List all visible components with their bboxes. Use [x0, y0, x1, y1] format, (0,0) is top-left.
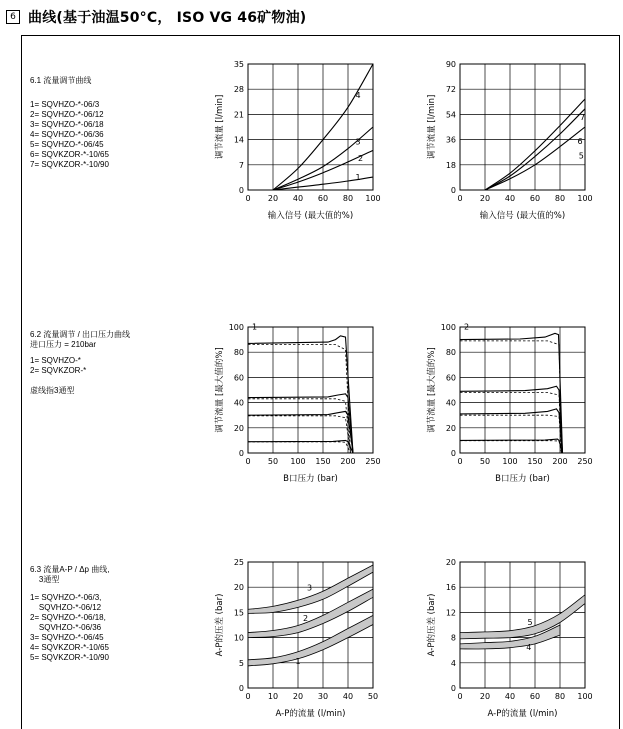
band-group	[248, 565, 373, 666]
x-tick-label: 200	[340, 457, 356, 466]
x-tick-label: 80	[554, 692, 566, 701]
y-tick-label: 21	[233, 110, 244, 120]
x-axis-title: A-P的流量 (l/min)	[275, 709, 346, 719]
plot-frame	[460, 327, 585, 453]
chart-flow-pressure-2	[412, 318, 597, 483]
series-group	[460, 333, 563, 453]
y-tick-label: 0	[238, 186, 244, 195]
dashed-series-line	[460, 415, 562, 453]
x-tick-label: 40	[292, 194, 304, 203]
y-axis-title: A-P的压差 (bar)	[215, 593, 225, 657]
series-line	[248, 411, 353, 453]
section-number-box: 6	[6, 10, 20, 24]
x-tick-label: 20	[479, 194, 491, 203]
x-tick-label: 20	[479, 692, 491, 701]
series-label: 7	[579, 113, 586, 122]
legend-line: 5= SQVHZO-*-06/45	[30, 140, 104, 149]
chart-flow-signal-1	[200, 55, 385, 225]
y-tick-label: 90	[445, 60, 456, 69]
x-tick-label: 0	[245, 692, 251, 701]
y-axis-title: 调节流量 [最大值的%]	[215, 347, 225, 433]
plot-frame	[460, 64, 585, 190]
dashed-series-line	[248, 399, 351, 453]
plot-frame	[460, 562, 585, 688]
chart-flow-pressure-1	[200, 318, 385, 483]
series-label: 2	[357, 154, 364, 164]
series-label: 5	[578, 151, 584, 161]
band-label: 5	[527, 618, 533, 627]
y-tick-label: 16	[445, 583, 456, 593]
x-tick-label: 60	[529, 194, 541, 203]
section-6-1-text	[30, 76, 109, 170]
y-tick-label: 54	[445, 110, 456, 120]
page-header	[6, 7, 306, 27]
legend-line: 1= SQVHZO-*-06/3	[30, 100, 100, 109]
x-tick-label: 0	[245, 194, 251, 203]
y-tick-label: 18	[445, 160, 456, 170]
x-tick-label: 100	[365, 194, 381, 203]
x-axis-title: B口压力 (bar)	[283, 474, 338, 484]
legend-line: 5= SQVKZOR-*-10/90	[30, 653, 109, 662]
legend-line: 2= SQVHZO-*-06/12	[30, 110, 104, 119]
chart-dp-flow-2	[412, 553, 597, 723]
x-tick-label: 0	[457, 692, 463, 701]
x-tick-label: 60	[317, 194, 329, 203]
chart-flow-signal-2	[412, 55, 597, 225]
y-tick-label: 0	[450, 449, 456, 458]
y-tick-label: 10	[233, 633, 244, 643]
y-tick-label: 80	[233, 348, 244, 358]
series-line	[460, 333, 563, 453]
legend-list	[30, 356, 130, 396]
band-label: 1	[295, 656, 301, 666]
dashed-series-line	[460, 341, 562, 453]
x-axis-title: 输入信号 (最大值的%)	[267, 211, 354, 221]
legend-line: SQVHZO-*-06/12	[30, 603, 102, 612]
x-tick-label: 20	[267, 194, 279, 203]
x-tick-label: 10	[267, 692, 279, 701]
band-label: 3	[306, 583, 313, 593]
y-tick-label: 28	[233, 85, 244, 95]
legend-line: 1= SQVHZO-*-06/3,	[30, 593, 102, 602]
y-tick-label: 25	[233, 558, 244, 567]
x-tick-label: 80	[342, 194, 354, 203]
y-tick-label: 7	[238, 160, 244, 170]
band-label: 4	[526, 643, 532, 653]
y-tick-label: 0	[450, 186, 456, 195]
legend-list	[30, 593, 109, 663]
band-label: 2	[302, 613, 309, 623]
y-tick-label: 0	[450, 684, 456, 693]
legend-line	[30, 376, 130, 386]
legend-line: 2= SQVKZOR-*	[30, 366, 87, 375]
section-title: 6.2 流量调节 / 出口压力曲线 进口压力 = 210bar	[30, 330, 131, 349]
page-title: 曲线(基于油温50°C， ISO VG 46矿物油)	[28, 10, 307, 26]
legend-line: 4= SQVHZO-*-06/36	[30, 130, 104, 139]
y-tick-label: 60	[233, 373, 244, 383]
y-tick-label: 4	[450, 658, 456, 668]
x-tick-label: 20	[292, 692, 304, 701]
y-tick-label: 60	[445, 373, 456, 383]
y-tick-label: 0	[238, 684, 244, 693]
plot-frame	[248, 64, 373, 190]
y-tick-label: 36	[445, 135, 456, 145]
y-tick-label: 40	[445, 398, 456, 408]
x-tick-label: 100	[577, 692, 593, 701]
series-label: 1	[355, 172, 361, 182]
x-tick-label: 50	[479, 457, 491, 466]
band-area	[460, 595, 585, 639]
legend-line: 2= SQVHZO-*-06/18,	[30, 613, 106, 622]
x-tick-label: 250	[365, 457, 381, 466]
dashed-series-line	[460, 393, 562, 454]
x-tick-label: 100	[502, 457, 518, 466]
legend-line: 虚线指3通型	[30, 386, 75, 395]
series-label: 4	[355, 91, 361, 101]
y-tick-label: 20	[445, 558, 456, 567]
x-tick-label: 150	[315, 457, 331, 466]
series-label: 6	[577, 136, 583, 146]
dashed-series-line	[248, 442, 351, 453]
x-tick-label: 40	[504, 194, 516, 203]
x-tick-label: 0	[245, 457, 251, 466]
y-tick-label: 5	[238, 658, 244, 668]
dashed-series-line	[460, 441, 562, 453]
series-label: 3	[355, 137, 361, 147]
dashed-series-line	[248, 416, 351, 453]
y-tick-label: 100	[228, 323, 244, 332]
y-tick-label: 80	[445, 348, 456, 358]
y-tick-label: 20	[233, 583, 244, 593]
x-axis-title: 输入信号 (最大值的%)	[479, 211, 566, 221]
y-tick-label: 35	[233, 60, 244, 69]
plot-frame	[248, 327, 373, 453]
y-tick-label: 72	[445, 85, 456, 95]
x-tick-label: 150	[527, 457, 543, 466]
x-tick-label: 100	[577, 194, 593, 203]
x-tick-label: 80	[554, 194, 566, 203]
series-line	[460, 386, 563, 453]
y-tick-label: 20	[233, 423, 244, 433]
section-6-2-text	[30, 330, 130, 396]
y-tick-label: 20	[445, 423, 456, 433]
x-tick-label: 60	[529, 692, 541, 701]
legend-line: 1= SQVHZO-*	[30, 356, 81, 365]
x-tick-label: 0	[457, 194, 463, 203]
curve-label: 2	[464, 322, 470, 332]
y-axis-title: 调节流量 [l/min]	[427, 94, 437, 160]
x-tick-label: 100	[290, 457, 306, 466]
legend-line: 3= SQVHZO-*-06/45	[30, 633, 104, 642]
series-line	[248, 336, 353, 453]
x-tick-label: 50	[267, 457, 279, 466]
legend-line: 6= SQVKZOR-*-10/65	[30, 150, 109, 159]
x-tick-label: 40	[504, 692, 516, 701]
y-tick-label: 100	[440, 323, 456, 332]
x-tick-label: 200	[552, 457, 568, 466]
y-tick-label: 14	[233, 135, 244, 145]
section-6-3-text	[30, 565, 109, 663]
y-axis-title: 调节流量 [l/min]	[215, 94, 225, 160]
y-tick-label: 15	[233, 608, 244, 618]
legend-line: 3= SQVHZO-*-06/18	[30, 120, 104, 129]
y-axis-title: 调节流量 [最大值的%]	[427, 347, 437, 433]
x-tick-label: 50	[367, 692, 379, 701]
section-title: 6.1 流量调节曲线	[30, 76, 92, 85]
legend-line: SQVHZO-*-06/36	[30, 623, 102, 632]
curve-label: 1	[252, 322, 258, 332]
y-tick-label: 40	[233, 398, 244, 408]
chart-dp-flow-1	[200, 553, 385, 723]
y-tick-label: 8	[450, 633, 456, 643]
x-tick-label: 30	[317, 692, 329, 701]
section-title: 6.3 流量A-P / Δp 曲线, 3通型	[30, 565, 110, 584]
series-line	[460, 439, 563, 453]
band-group	[460, 595, 585, 652]
series-group	[248, 336, 353, 453]
y-axis-title: A-P的压差 (bar)	[427, 593, 437, 657]
legend-line: 4= SQVKZOR-*-10/65	[30, 643, 109, 652]
legend-list	[30, 100, 109, 170]
x-axis-title: A-P的流量 (l/min)	[487, 709, 558, 719]
y-tick-label: 0	[238, 449, 244, 458]
legend-line: 7= SQVKZOR-*-10/90	[30, 160, 109, 169]
x-axis-title: B口压力 (bar)	[495, 474, 550, 484]
x-tick-label: 40	[342, 692, 354, 701]
y-tick-label: 12	[445, 608, 456, 618]
x-tick-label: 0	[457, 457, 463, 466]
x-tick-label: 250	[577, 457, 593, 466]
